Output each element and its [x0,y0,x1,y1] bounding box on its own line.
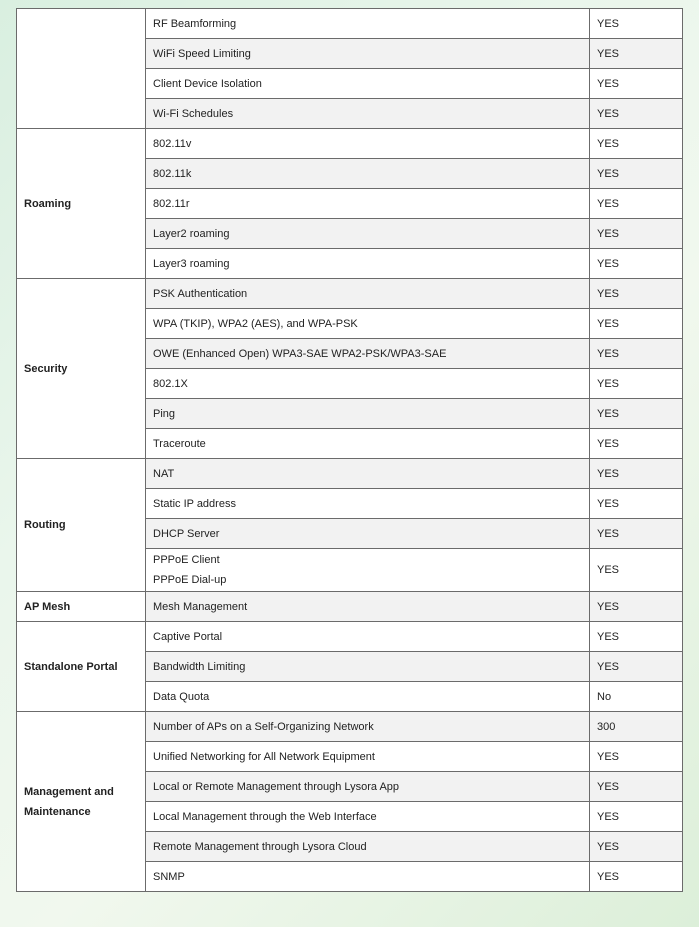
feature-cell: Mesh Management [146,592,590,622]
value-cell: YES [590,622,683,652]
feature-cell: Captive Portal [146,622,590,652]
value-cell: YES [590,742,683,772]
feature-cell: RF Beamforming [146,9,590,39]
feature-cell: 802.11k [146,159,590,189]
feature-cell: 802.11r [146,189,590,219]
table-row [17,9,683,39]
feature-cell: Layer2 roaming [146,219,590,249]
spec-table [16,8,683,892]
value-cell: YES [590,459,683,489]
category-cell-roaming: Roaming [17,129,146,279]
table-row [17,712,683,742]
table-row [17,592,683,622]
feature-cell: Local Management through the Web Interface [146,802,590,832]
feature-cell: Remote Management through Lysora Cloud [146,832,590,862]
category-cell-routing: Routing [17,459,146,592]
category-line: Maintenance [24,805,91,818]
spec-table-frame [16,8,682,892]
feature-cell: Layer3 roaming [146,249,590,279]
value-cell: YES [590,159,683,189]
feature-cell: OWE (Enhanced Open) WPA3-SAE WPA2-PSK/WPA3-SAE [146,339,590,369]
feature-cell: 802.11v [146,129,590,159]
value-cell: YES [590,862,683,892]
category-cell-ap-mesh: AP Mesh [17,592,146,622]
feature-cell: Bandwidth Limiting [146,652,590,682]
feature-cell: Static IP address [146,489,590,519]
value-cell: YES [590,592,683,622]
feature-cell: Traceroute [146,429,590,459]
value-cell: 300 [590,712,683,742]
feature-cell: Data Quota [146,682,590,712]
feature-line: PPPoE Dial-up [153,574,227,586]
value-cell: YES [590,519,683,549]
value-cell: YES [590,219,683,249]
table-row [17,279,683,309]
value-cell: YES [590,772,683,802]
value-cell: YES [590,429,683,459]
value-cell: YES [590,369,683,399]
value-cell: YES [590,802,683,832]
value-cell: YES [590,189,683,219]
feature-cell: DHCP Server [146,519,590,549]
value-cell: YES [590,652,683,682]
value-cell: YES [590,489,683,519]
value-cell: YES [590,399,683,429]
value-cell: YES [590,249,683,279]
feature-cell: Unified Networking for All Network Equipment [146,742,590,772]
feature-cell: WiFi Speed Limiting [146,39,590,69]
value-cell: YES [590,549,683,592]
value-cell: YES [590,279,683,309]
value-cell: YES [590,99,683,129]
value-cell: YES [590,832,683,862]
feature-cell: Ping [146,399,590,429]
value-cell: YES [590,9,683,39]
feature-line: PPPoE Client [153,554,220,566]
table-row [17,459,683,489]
feature-cell: NAT [146,459,590,489]
category-cell-security: Security [17,279,146,459]
category-cell-standalone-portal: Standalone Portal [17,622,146,712]
feature-cell: Wi-Fi Schedules [146,99,590,129]
feature-cell: 802.1X [146,369,590,399]
feature-cell: PSK Authentication [146,279,590,309]
table-row [17,129,683,159]
value-cell: YES [590,69,683,99]
value-cell: YES [590,339,683,369]
category-cell-management [17,712,146,892]
category-line: Management and [24,785,114,798]
value-cell: YES [590,39,683,69]
feature-cell: Number of APs on a Self-Organizing Network [146,712,590,742]
value-cell: YES [590,129,683,159]
feature-cell: WPA (TKIP), WPA2 (AES), and WPA-PSK [146,309,590,339]
value-cell: No [590,682,683,712]
feature-cell: SNMP [146,862,590,892]
feature-cell: Client Device Isolation [146,69,590,99]
value-cell: YES [590,309,683,339]
feature-cell [146,549,590,592]
category-cell [17,9,146,129]
feature-cell: Local or Remote Management through Lysora App [146,772,590,802]
table-row [17,622,683,652]
